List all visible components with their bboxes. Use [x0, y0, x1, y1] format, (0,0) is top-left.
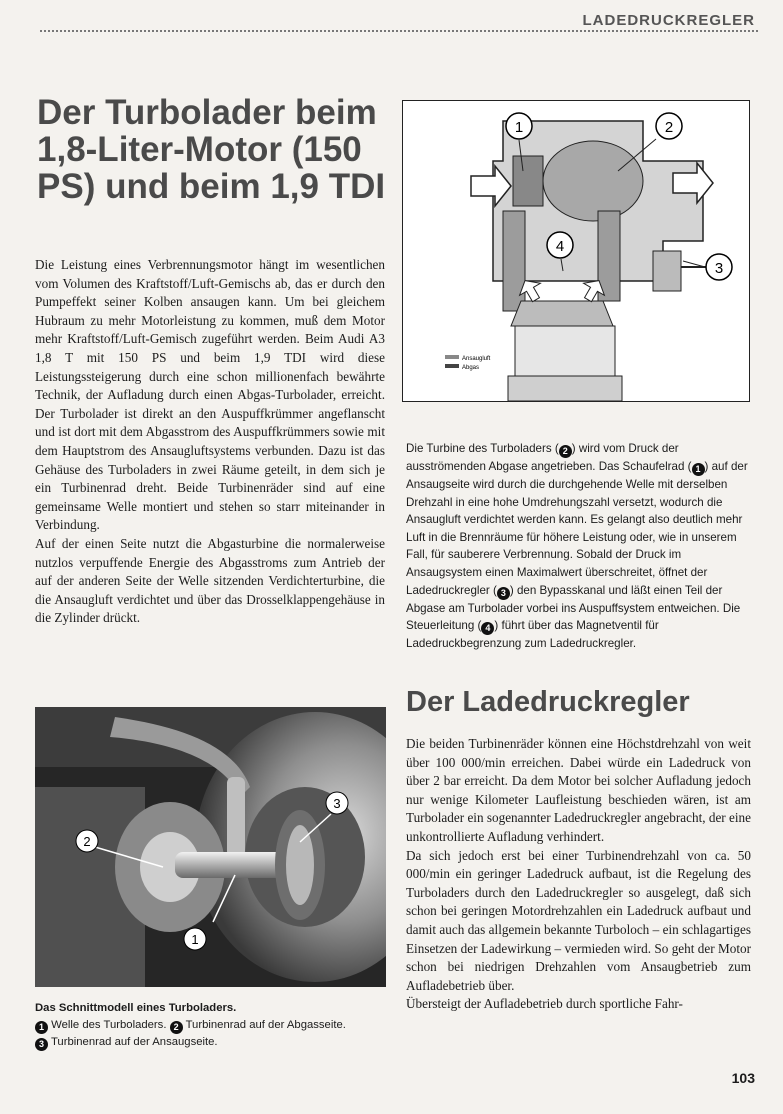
number-badge-1: 1: [692, 463, 705, 476]
number-badge-2: 2: [170, 1021, 183, 1034]
diagram-callout-3: [706, 254, 732, 280]
diagram-caption-part: ) wird vom Druck der ausströmenden Abgase angetrieben. Das Schaufelrad (: [406, 442, 692, 473]
photo-caption-item-1: Welle des Turboladers.: [51, 1019, 167, 1031]
diagram-caption-part: ) führt über das Magnetventil für Ladedruckbegrenzung zum Ladedruckregler.: [406, 619, 659, 651]
diagram-callout-4: [547, 232, 573, 258]
diagram-caption: [406, 440, 751, 653]
page-number: 103: [731, 1070, 755, 1086]
article-body: [35, 256, 385, 628]
svg-text:Abgas: Abgas: [462, 365, 480, 371]
photo-caption-title: Das Schnittmodell eines Turboladers.: [35, 1002, 237, 1014]
svg-text:2: 2: [664, 119, 674, 136]
section-paragraph-1: Die beiden Turbinenräder können eine Höchstdrehzahl von weit über 100 000/min erreichen. Dabei würde ein Ladedruck von über 2 bar erreicht. Da dem Motor bei solcher Aufladung jedoch nur wenige Kilometer Laufleistung beschieden wären, ist am Turbolader ein sogenannter Ladedruckregler angebracht, der eine unkontrollierte Aufladung verhindert.: [406, 736, 751, 844]
svg-text:3: 3: [714, 260, 724, 277]
diagram-callout-2: [656, 113, 682, 139]
svg-text:1: 1: [191, 932, 199, 947]
article-paragraph-2: Auf der einen Seite nutzt die Abgasturbine die normalerweise nutzlos verpuffende Energie des Abgasstroms zum Antrieb der auf der anderen Seite der Welle sitzenden Verdichterturbine, die die Ansaugluft verdichtet und über das Drosselklappengehäuse in die Zylinder drückt.: [35, 535, 385, 626]
diagram-caption-part: Die Turbine des Turboladers (: [406, 442, 559, 455]
svg-text:2: 2: [83, 834, 91, 849]
turbocharger-diagram: [402, 100, 750, 402]
number-badge-3: 3: [35, 1038, 48, 1051]
number-badge-2: 2: [559, 445, 572, 458]
section-title: Der Ladedruckregler: [406, 686, 690, 718]
turbocharger-flow-diagram: [403, 101, 749, 401]
callout-1: [184, 928, 206, 950]
number-badge-1: 1: [35, 1021, 48, 1034]
header-rule: [40, 30, 758, 32]
callout-3: [326, 792, 348, 814]
diagram-caption-part: ) den Bypasskanal und läßt einen Teil der Abgase am Turbolader vorbei ins Auspuffsystem entweichen. Die Steuerleitung (: [406, 583, 741, 633]
photo-caption-item-2: Turbinenrad auf der Abgasseite.: [185, 1019, 346, 1031]
turbocharger-cutaway-photo: [35, 707, 386, 987]
section-paragraph-3: Übersteigt der Aufladebetrieb durch sportliche Fahr-: [406, 996, 683, 1012]
section-paragraph-2: Da sich jedoch erst bei einer Turbinendrehzahl von ca. 50 000/min ein geringer Ladedruck aufbaut, ist die Regelung des Turboladers durch den Ladedruckregler so ausgelegt, daß sich schon bei geringen Motordrehzahlen ein Ladedruck aufbaut und damit auch das allgemein bekannte Turboloch – ein schlagartiges Einsetzen der Ladewirkung – vermieden wird. So geht der Motor schon bei niedrigen Drehzahlen vom Ansaugbetrieb zum Aufladebetrieb über.: [406, 847, 751, 993]
diagram-callout-1: [506, 113, 532, 139]
svg-text:3: 3: [333, 796, 341, 811]
number-badge-4: 4: [481, 622, 494, 635]
diagram-caption-text: [406, 440, 751, 653]
svg-text:4: 4: [555, 238, 565, 255]
photo-caption-item-3: Turbinenrad auf der Ansaugseite.: [50, 1036, 218, 1048]
svg-text:Ansaugluft: Ansaugluft: [462, 356, 491, 362]
photo-caption: [35, 1000, 395, 1051]
number-badge-3: 3: [497, 587, 510, 600]
running-header: LADEDRUCKREGLER: [577, 12, 756, 29]
article-title: Der Turbolader beim 1,8-Liter-Motor (150 PS) und beim 1,9 TDI: [37, 93, 386, 206]
turbocharger-cutaway-illustration: [35, 707, 386, 987]
callout-2: [76, 830, 98, 852]
article-paragraph-1: Die Leistung eines Verbrennungsmotor hängt im wesentlichen vom Volumen des Kraftstoff/Luft-Gemischs ab, das er durch den Pumpeffekt seiner Kolben ansaugen kann. Um bei gleichem Hubraum zu mehr Motorleistung zu kommen, muß dem Motor mehr Kraftstoff/Luft-Gemisch zugeführt werden. Beim Audi A3 1,8 T mit 150 PS und beim 1,9 TDI wird diese Leistungssteigerung durch eine schon millionenfach bewährte Technik, der Aufladung durch einen Abgas-Turbolader, erreicht. Der Turbolader ist direkt an den Auspuffkrümmer angeflanscht und ist dort mit dem Abgasstrom des Auspuffkrümmers sowie mit dem Hauptstrom des Ansaugluftsystems verbunden. Dazu ist das Gehäuse des Turboladers in zwei Räume geteilt, in dem sich je ein Turbinenrad dreht. Beide Turbinenräder sind auf eine gemeinsame Welle montiert und stehen so starr miteinander in Verbindung.: [35, 257, 385, 533]
section-body: [406, 735, 751, 1014]
svg-text:1: 1: [514, 119, 524, 136]
diagram-caption-part: ) auf der Ansaugseite wird durch die durchgehende Welle mit derselben Drehzahl in eine hohe Umdrehungszahl versetzt, wodurch die Ansaugluft verdichtet werden kann. Es gelangt also deutlich mehr Luft in die Brennräume für höhere Leistung oder, wie in unserem Fall, für sauberere Verbrennung. Sobald der Druck im Ansaugsystem einen Maximalwert überschreitet, öffnet der Ladedruckregler (: [406, 460, 748, 597]
